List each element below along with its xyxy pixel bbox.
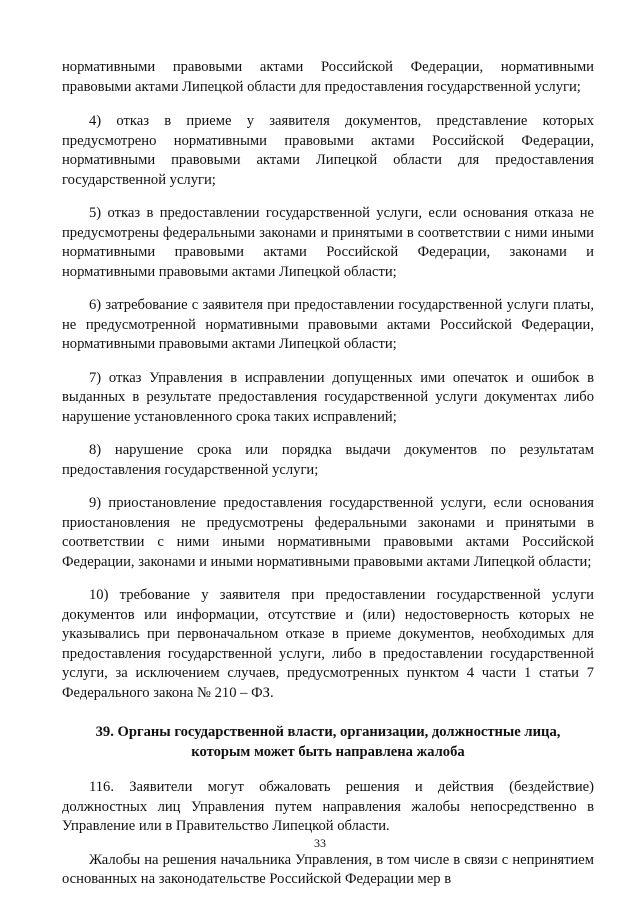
paragraph-item-7: 7) отказ Управления в исправлении допущенных ими опечаток и ошибок в выданных в результате предоставления государственной услуги документах либо нарушение установленного срока таких исправлений; <box>62 369 594 425</box>
paragraph-item-9: 9) приостановление предоставления государственной услуги, если основания приостановления не предусмотрены федеральными законами и принятыми в соответствии с ними иными нормативными правовыми актами Российской Федерации, законами и иными нормативными правовыми актами Липецкой области; <box>62 495 594 570</box>
paragraph-item-4: 4) отказ в приеме у заявителя документов, представление которых предусмотрено нормативными правовыми актами Российской Федерации, нормативными правовыми актами Липецкой области для предоставления государственной услуги; <box>62 113 594 188</box>
paragraph-item-8: 8) нарушение срока или порядка выдачи документов по результатам предоставления государственной услуги; <box>62 442 594 478</box>
paragraph-item-10: 10) требование у заявителя при предоставлении государственной услуги документов или информации, отсутствие и (или) недостоверность которых не указывались при первоначальном отказе в приеме документов, необходимых для предоставления государственной услуги, либо в предоставлении государственной услуги, за исключением случаев, предусмотренных пунктом 4 части 1 статьи 7 Федерального закона № 210 – ФЗ. <box>62 587 594 701</box>
page-number: 33 <box>314 836 326 850</box>
document-page <box>62 58 594 904</box>
paragraph-item-5: 5) отказ в предоставлении государственной услуги, если основания отказа не предусмотрены федеральными законами и принятыми в соответствии с ними иными нормативными правовыми актами Российской Федерации, законами и нормативными правовыми актами Липецкой области; <box>62 205 594 280</box>
section-heading: 39. Органы государственной власти, организации, должностные лица, которым может быть направлена жалоба <box>95 724 561 760</box>
paragraph-continuation: нормативными правовыми актами Российской Федерации, нормативными правовыми актами Липецкой области для предоставления государственной услуги; <box>62 59 594 95</box>
paragraph-116: 116. Заявители могут обжаловать решения и действия (бездействие) должностных лиц Управления путем направления жалобы непосредственно в Управление или в Правительство Липецкой области. <box>62 779 594 834</box>
paragraph-complaints: Жалобы на решения начальника Управления, в том числе в связи с непринятием основанных на законодательстве Российской Федерации мер в <box>62 851 594 887</box>
paragraph-item-6: 6) затребование с заявителя при предоставлении государственной услуги платы, не предусмотренной нормативными правовыми актами Российской Федерации, нормативными правовыми актами Липецкой области; <box>62 297 594 352</box>
